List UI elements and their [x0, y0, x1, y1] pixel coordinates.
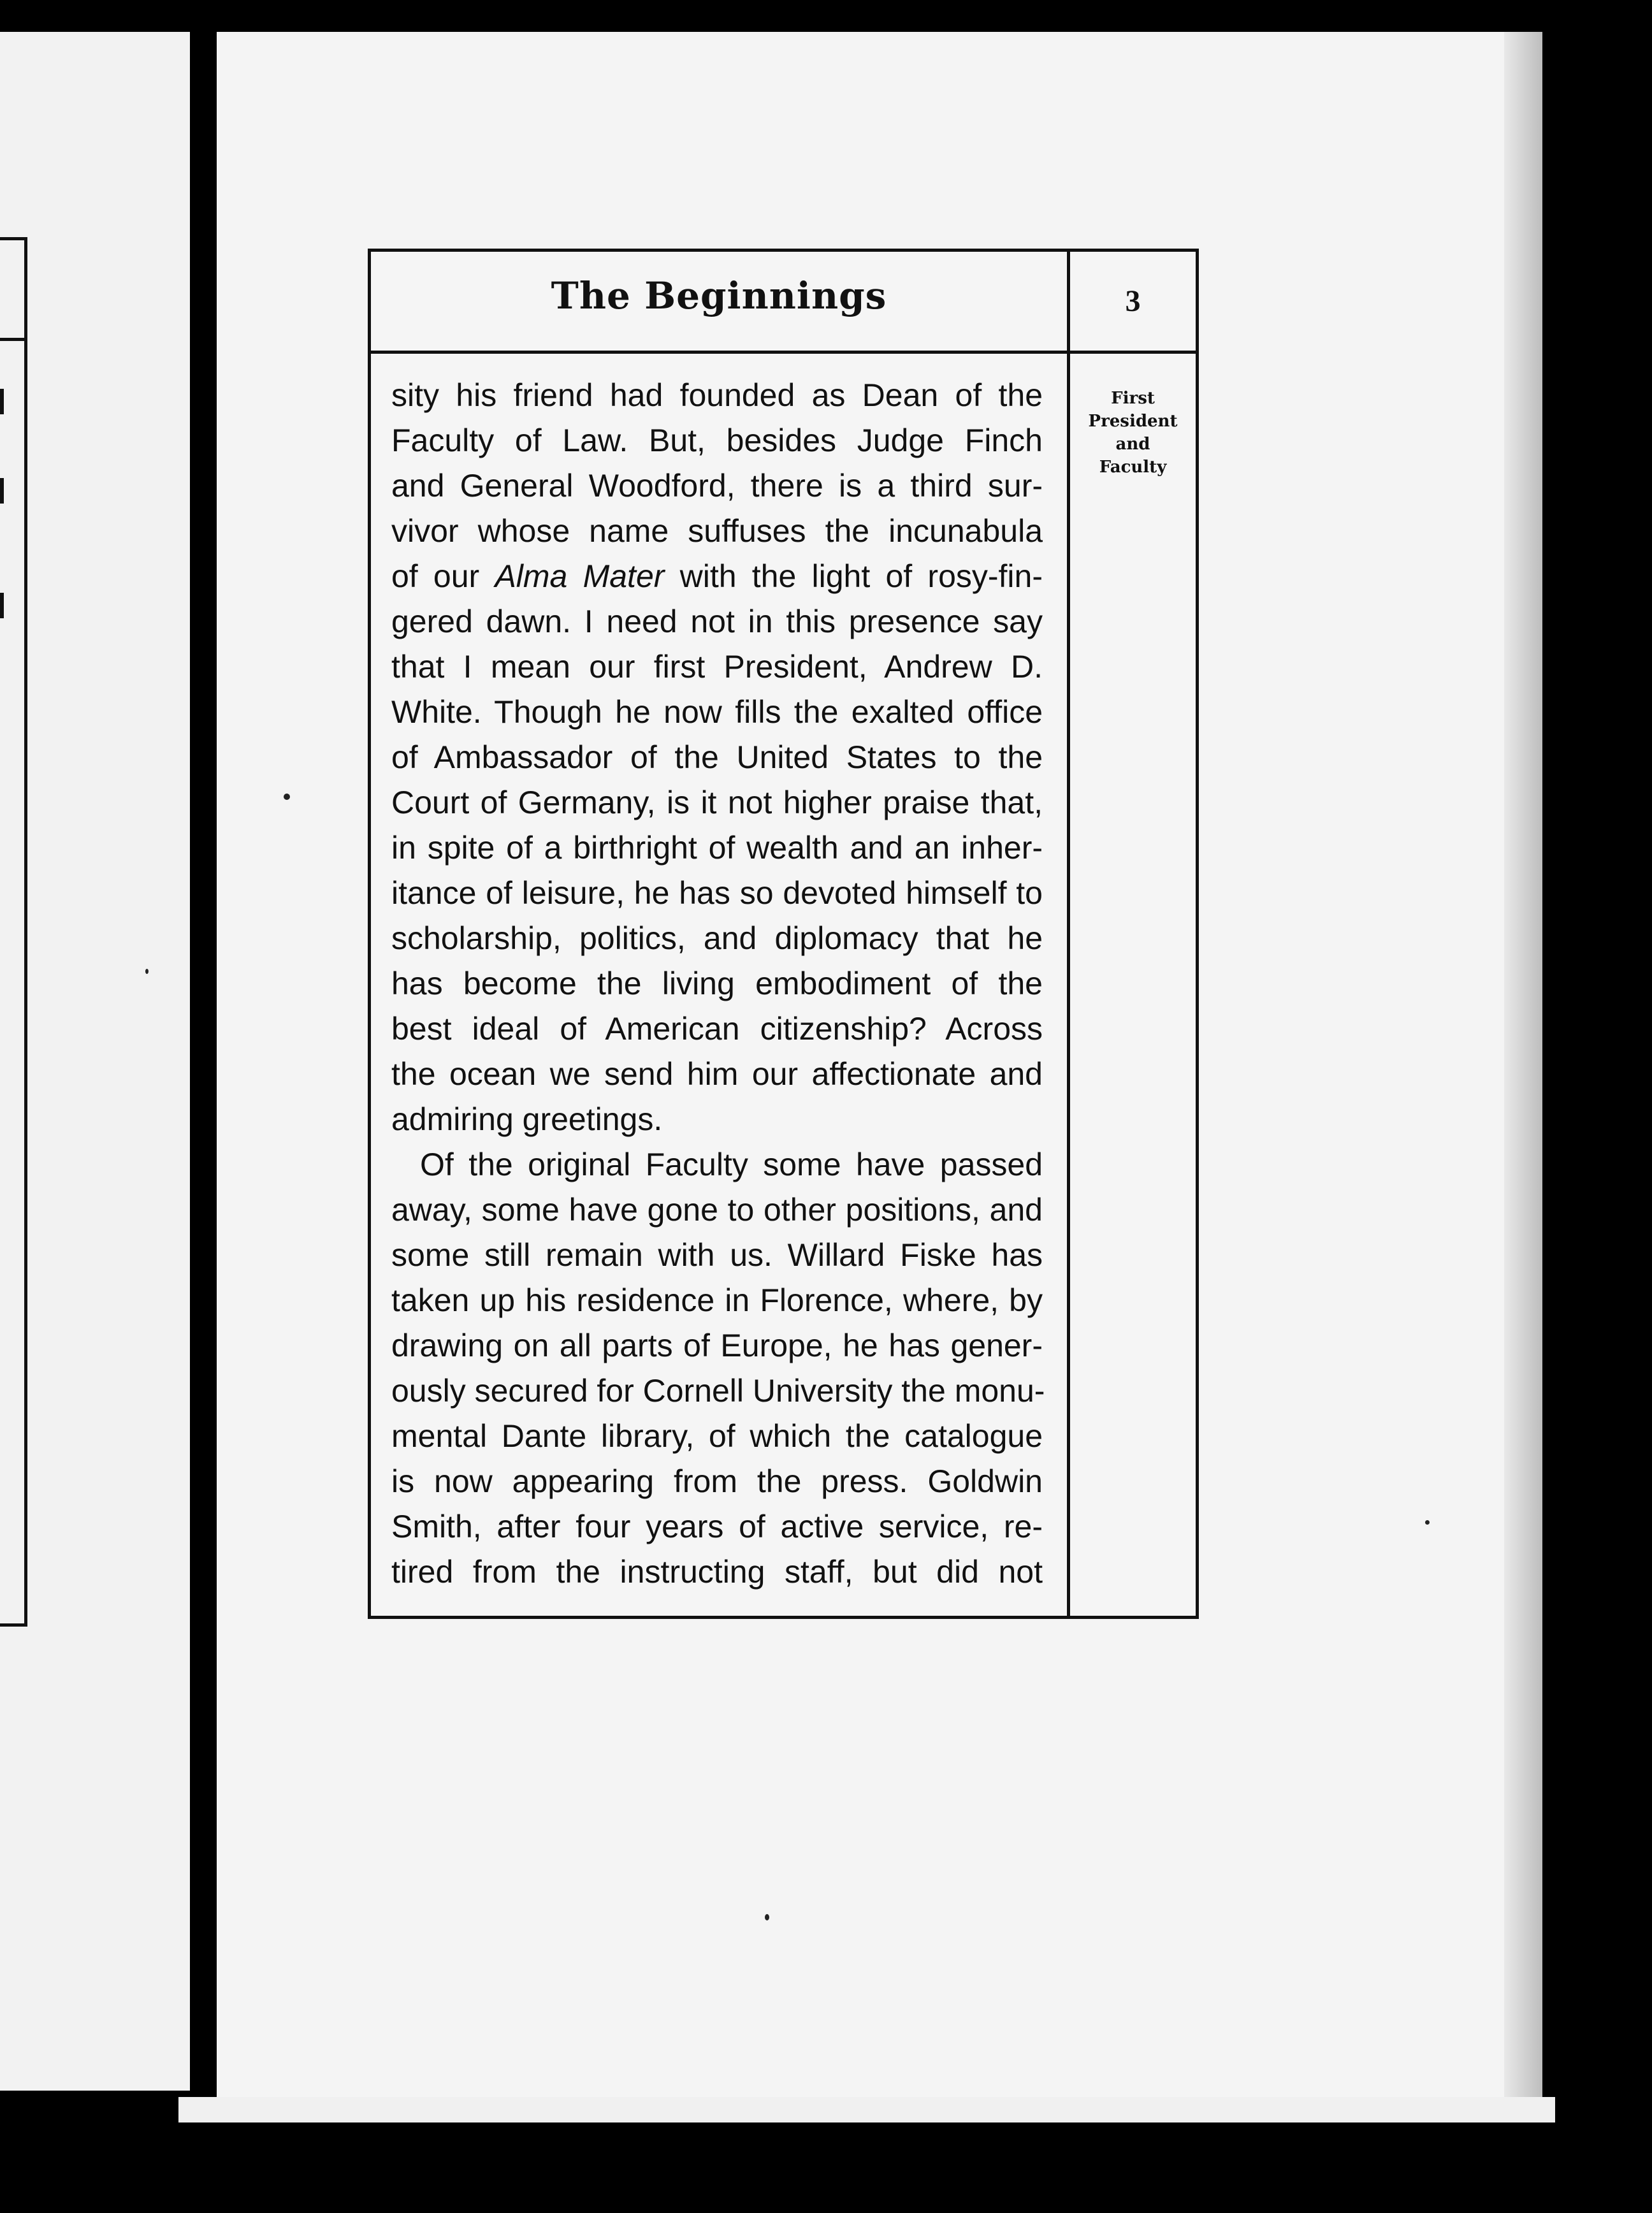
text-line: vivor whose name suffuses the incunabula — [391, 513, 1043, 549]
header-divider — [371, 351, 1196, 354]
text-line: in spite of a birthright of wealth and an inher- — [391, 830, 1043, 866]
text-line: of our Alma Mater with the light of rosy-fin- — [391, 558, 1043, 594]
text-line: Court of Germany, is it not higher praise that, — [391, 785, 1043, 820]
text-line: scholarship, politics, and diplomacy that he — [391, 920, 1043, 956]
text-line: Of the original Faculty some have passed — [420, 1147, 1043, 1182]
text-line: some still remain with us. Willard Fiske has — [391, 1237, 1043, 1273]
text-line: Faculty of Law. But, besides Judge Finch — [391, 423, 1043, 458]
page-number: 3 — [1125, 284, 1141, 318]
previous-page — [0, 32, 190, 2091]
margin-note — [1070, 387, 1196, 479]
text-line: drawing on all parts of Europe, he has gener- — [391, 1328, 1043, 1363]
paper-speck — [1425, 1520, 1430, 1525]
text-line: away, some have gone to other positions, and — [391, 1192, 1043, 1228]
previous-page-frame — [0, 237, 27, 1627]
body-text — [391, 373, 1043, 1595]
previous-page-rule — [0, 338, 24, 341]
margin-note-line: President — [1088, 412, 1178, 431]
text-line: ously secured for Cornell University the monu- — [391, 1373, 1045, 1409]
text-line: is now appearing from the press. Goldwin — [391, 1463, 1043, 1499]
previous-page-mark — [0, 593, 4, 618]
text-line: has become the living embodiment of the — [391, 966, 1043, 1001]
margin-note-line: Faculty — [1099, 458, 1167, 477]
text-line: of Ambassador of the United States to the — [391, 739, 1043, 775]
text-line: itance of leisure, he has so devoted himself to — [391, 875, 1043, 911]
text-line: best ideal of American citizenship? Across — [391, 1011, 1043, 1047]
text-line: White. Though he now fills the exalted office — [391, 694, 1043, 730]
text-line: mental Dante library, of which the catalogue — [391, 1418, 1043, 1454]
text-line: the ocean we send him our affectionate and — [391, 1056, 1043, 1092]
page-edge-shadow — [1504, 32, 1542, 2097]
margin-note-line: First — [1111, 389, 1155, 408]
paper-speck — [145, 969, 149, 974]
text-frame — [368, 249, 1199, 1619]
previous-page-mark — [0, 478, 4, 504]
text-line: taken up his residence in Florence, where, by — [391, 1282, 1043, 1318]
text-line: that I mean our first President, Andrew D. — [391, 649, 1043, 685]
text-line: tired from the instructing staff, but did not — [391, 1554, 1043, 1590]
text-line: gered dawn. I need not in this presence say — [391, 604, 1043, 639]
paper-speck — [284, 794, 290, 800]
text-line: Smith, after four years of active service, re- — [391, 1509, 1043, 1544]
text-line: and General Woodford, there is a third sur- — [391, 468, 1043, 504]
page-bottom-edge — [178, 2097, 1555, 2122]
margin-note-line: and — [1115, 435, 1150, 454]
previous-page-mark — [0, 389, 4, 414]
italic-title: Alma Mater — [495, 558, 665, 594]
paper-speck — [765, 1914, 769, 1920]
text-line: sity his friend had founded as Dean of the — [391, 377, 1043, 413]
running-head: The Beginnings — [551, 274, 887, 317]
text-line: admiring greetings. — [391, 1101, 663, 1137]
